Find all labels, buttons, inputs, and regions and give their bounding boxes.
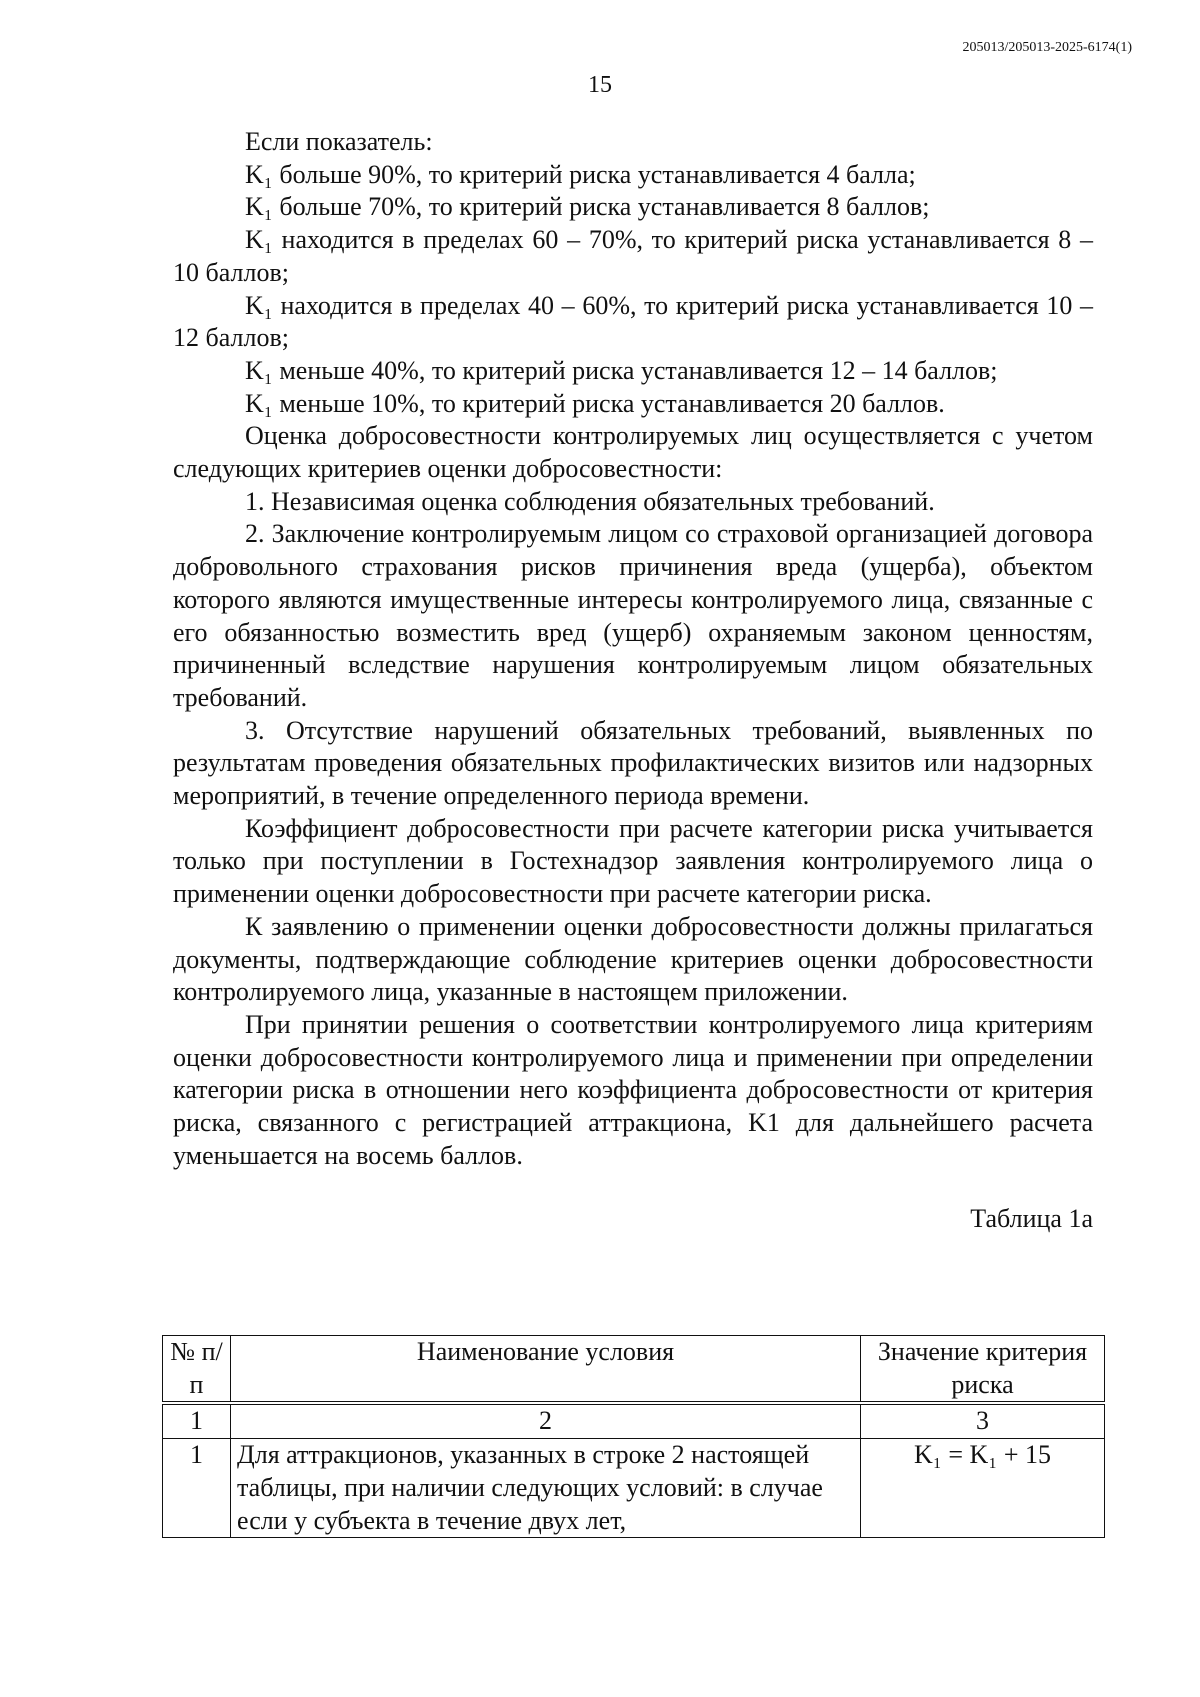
row-number: 1 xyxy=(163,1439,231,1538)
paragraph: 2. Заключение контролируемым лицом со страховой организацией договора добровольного страхования рисков причинения вреда (ущерба), объектом которого являются имущественные интересы контролируемого лица, связанные с его обязанностью возместить вред (ущерб) охраняемым законом ценностям, причиненный вследствие нарушения контролируемым лицом обязательных требований. xyxy=(173,519,1093,712)
row-condition: Для аттракционов, указанных в строке 2 настоящей таблицы, при наличии следующих условий: в случае если у субъекта в течение двух лет, xyxy=(231,1439,861,1538)
paragraph: 3. Отсутствие нарушений обязательных требований, выявленных по результатам проведения обязательных профилактических визитов или надзорных мероприятий, в течение определенного периода времени. xyxy=(173,715,1093,811)
table-row xyxy=(163,1439,1105,1538)
table-title: Таблица 1а xyxy=(970,1203,1093,1233)
paragraph: K₁ меньше 40%, то критерий риска устанавливается 12 – 14 баллов; xyxy=(245,355,998,385)
paragraph: K₁ меньше 10%, то критерий риска устанавливается 20 баллов. xyxy=(245,388,945,418)
table-cell: 1 xyxy=(163,1403,231,1438)
paragraph: K₁ находится в пределах 60 – 70%, то критерий риска устанавливается 8 – 10 баллов; xyxy=(173,225,1093,287)
page-number: 15 xyxy=(588,72,612,98)
paragraph: 1. Независимая оценка соблюдения обязательных требований. xyxy=(245,486,935,516)
paragraph: Если показатель: xyxy=(245,127,433,156)
header-condition: Наименование условия xyxy=(231,1336,861,1404)
table-header-row xyxy=(163,1336,1105,1404)
table-cell: 2 xyxy=(231,1403,861,1438)
document-id: 205013/205013-2025-6174(1) xyxy=(962,40,1132,55)
paragraph: При принятии решения о соответствии контролируемого лица критериям оценки добросовестности контролируемого лица и применении при определении категории риска в отношении него коэффициента добросовестности от критерия риска, связанного с регистрацией аттракциона, K1 для дальнейшего расчета уменьшается на восемь баллов. xyxy=(173,1009,1093,1170)
header-value: Значение критерия риска xyxy=(861,1336,1105,1404)
criteria-table xyxy=(162,1335,1105,1538)
paragraph: Оценка добросовестности контролируемых лиц осуществляется с учетом следующих критериев оценки добросовестности: xyxy=(173,421,1093,484)
header-number: № п/п xyxy=(163,1336,231,1404)
paragraph: K₁ находится в пределах 40 – 60%, то критерий риска устанавливается 10 – 12 баллов; xyxy=(173,290,1093,353)
row-value: K₁ = K₁ + 15 xyxy=(861,1439,1105,1538)
table-cell: 3 xyxy=(861,1403,1105,1438)
paragraph: K₁ больше 70%, то критерий риска устанавливается 8 баллов; xyxy=(245,192,930,222)
table-numbering-row xyxy=(163,1403,1105,1438)
paragraph: К заявлению о применении оценки добросовестности должны прилагаться документы, подтверждающие соблюдение критериев оценки добросовестности контролируемого лица, указанные в настоящем приложении. xyxy=(173,911,1093,1007)
paragraph: Коэффициент добросовестности при расчете категории риска учитывается только при поступлении в Гостехнадзор заявления контролируемого лица о применении оценки добросовестности при расчете категории риска. xyxy=(173,813,1093,909)
document-body xyxy=(173,126,1093,1235)
paragraph: K₁ больше 90%, то критерий риска устанавливается 4 балла; xyxy=(245,159,916,189)
